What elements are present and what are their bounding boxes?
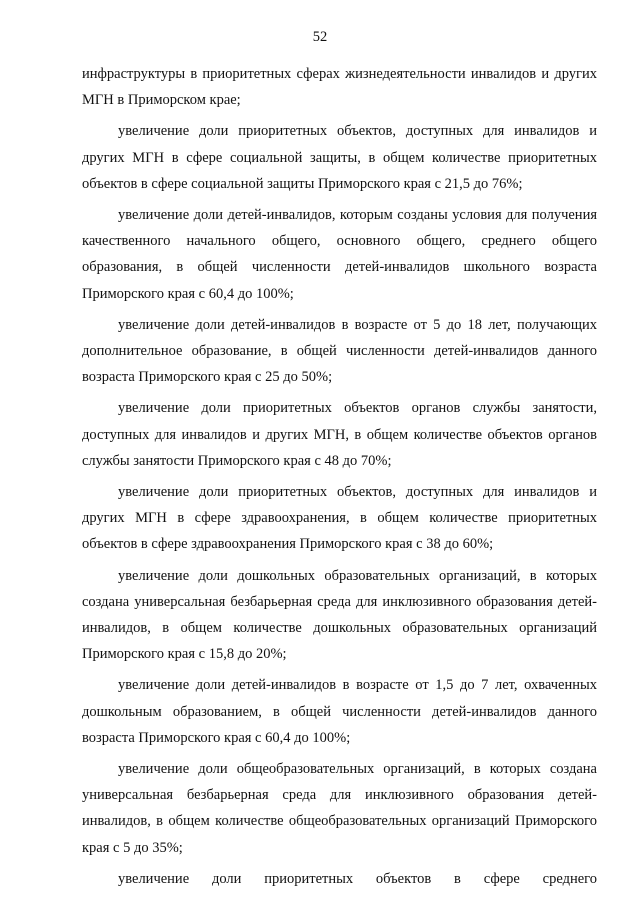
- document-body: [82, 61, 597, 892]
- paragraph-10: увеличение доли приоритетных объектов в сфере среднего: [118, 870, 597, 887]
- page-number: 52: [312, 29, 328, 45]
- paragraph-6: увеличение доли приоритетных объектов, доступных для инвалидов и других МГН в сфере здравоохранения, в общем количестве приоритетных объектов в сфере здравоохранения Приморского края с 38 до 60%;: [82, 484, 597, 553]
- paragraph-4: увеличение доли детей-инвалидов в возрасте от 5 до 18 лет, получающих дополнительное образование, в общей численности детей-инвалидов данного возраста Приморского края с 25 до 50%;: [82, 316, 597, 386]
- paragraph-8: увеличение доли детей-инвалидов в возрасте от 1,5 до 7 лет, охваченных дошкольным образованием, в общей численности детей-инвалидов данного возраста Приморского края с 60,4 до 100%;: [82, 677, 597, 746]
- paragraph-3: увеличение доли детей-инвалидов, которым созданы условия для получения качественного начального общего, основного общего, среднего общего образования, в общей численности детей-инвалидов школьного возраста Приморского края с 60,4 до 100%;: [82, 207, 597, 302]
- paragraph-1: инфраструктуры в приоритетных сферах жизнедеятельности инвалидов и других МГН в Приморском крае;: [82, 66, 597, 109]
- paragraph-7: увеличение доли дошкольных образовательных организаций, в которых создана универсальная безбарьерная среда для инклюзивного образования детей-инвалидов, в общем количестве дошкольных образовательных организаций Приморского края с 15,8 до 20%;: [82, 567, 597, 663]
- paragraph-9: увеличение доли общеобразовательных организаций, в которых создана универсальная безбарьерная среда для инклюзивного образования детей-инвалидов, в общем количестве общеобразовательных организаций Приморского края с 5 до 35%;: [82, 761, 597, 856]
- paragraph-2: увеличение доли приоритетных объектов, доступных для инвалидов и других МГН в сфере социальной защиты, в общем количестве приоритетных объектов в сфере социальной защиты Приморского края с 21,5 до 76%;: [82, 123, 597, 192]
- paragraph-5: увеличение доли приоритетных объектов органов службы занятости, доступных для инвалидов и других МГН, в общем количестве объектов органов службы занятости Приморского края с 48 до 70%;: [82, 400, 597, 469]
